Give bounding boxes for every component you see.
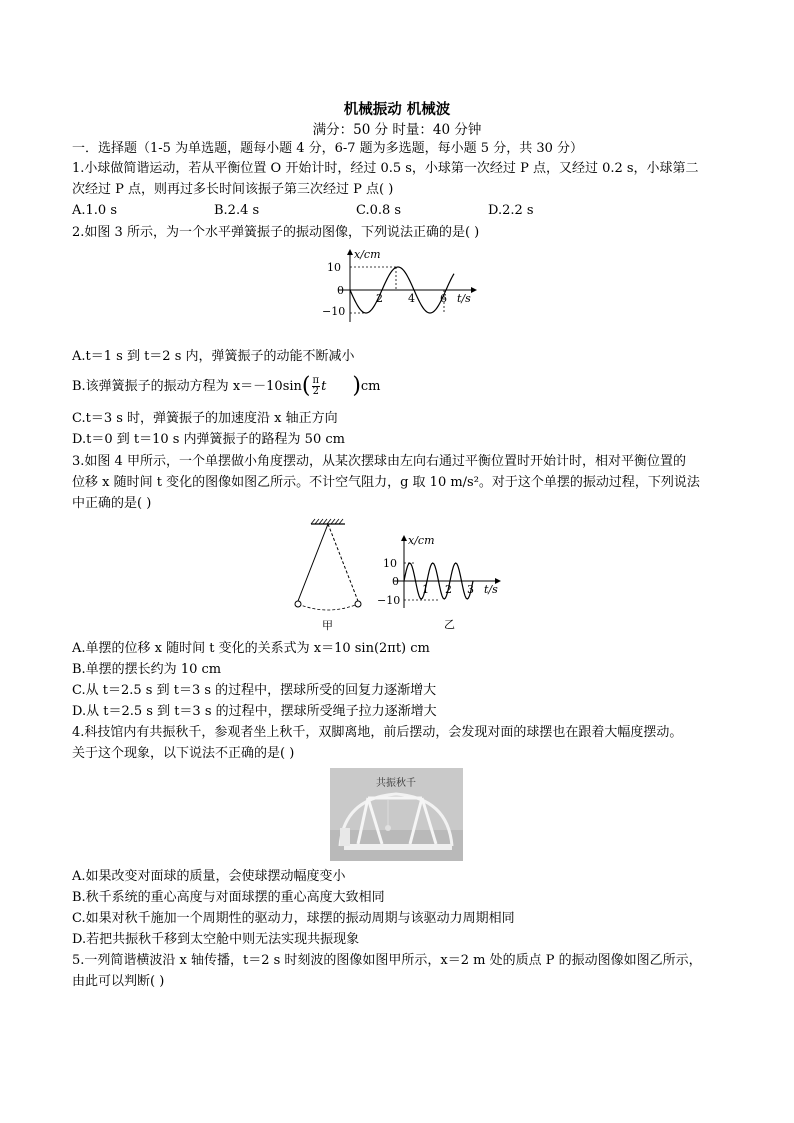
q2-option-a: A.t＝1 s 到 t＝2 s 内，弹簧振子的动能不断减小 <box>72 349 355 364</box>
q3-option-a: A.单摆的位移 x 随时间 t 变化的关系式为 x＝10 sin(2πt) cm <box>72 641 430 656</box>
q3-swing-arc <box>298 604 358 610</box>
q4-stem-line2: 关于这个现象，以下说法不正确的是( ) <box>72 746 295 761</box>
q2-y-label: x/cm <box>354 248 381 261</box>
q3-pendulum-figure <box>285 518 375 632</box>
q2-option-d: D.t＝0 到 t＝10 s 内弹簧振子的路程为 50 cm <box>72 432 345 447</box>
q3-y-label: x/cm <box>408 534 435 547</box>
q3-bob-left <box>295 601 301 607</box>
q2-x-tick-2: 2 <box>376 292 383 305</box>
q3-fig-right-caption: 乙 <box>444 618 455 631</box>
q2-y-tick-neg10: −10 <box>322 305 346 318</box>
q1-stem-line2: 次经过 P 点，则再过多长时间该振子第三次经过 P 点( ) <box>72 182 394 197</box>
q3-bob-right <box>355 601 361 607</box>
q1-option-d: D.2.2 s <box>488 203 534 218</box>
q1-option-c: C.0.8 s <box>356 203 402 218</box>
q3-y-tick-0: 0 <box>392 575 399 588</box>
q3-x-tick-3: 3 <box>467 583 474 596</box>
q3-y-tick-10: 10 <box>383 557 397 570</box>
q1-option-b: B.2.4 s <box>214 203 260 218</box>
q2-option-b-denominator: 2 <box>312 386 319 397</box>
q3-fig-left-caption: 甲 <box>322 619 333 632</box>
q2-y-tick-0: 0 <box>337 284 344 297</box>
q4-option-a: A.如果改变对面球的质量，会使球摆动幅度变小 <box>72 869 346 884</box>
q3-option-c: C.从 t＝2.5 s 到 t＝3 s 的过程中，摆球所受的回复力逐渐增大 <box>72 683 437 698</box>
q2-x-tick-4: 4 <box>408 292 415 305</box>
q3-option-b: B.单摆的摆长约为 10 cm <box>72 662 222 677</box>
q3-x-label: t/s <box>484 583 498 596</box>
q2-option-b-fraction <box>312 376 321 397</box>
q2-option-b-unit: cm <box>360 379 381 394</box>
q3-ceiling-hatch <box>311 519 343 524</box>
q2-option-b <box>72 373 732 399</box>
q1-option-a: A.1.0 s <box>72 203 117 218</box>
q3-pendulum-string-right <box>328 524 358 601</box>
q2-stem: 2.如图 3 所示，为一个水平弹簧振子的振动图像，下列说法正确的是( ) <box>72 225 480 240</box>
q2-option-c: C.t＝3 s 时，弹簧振子的加速度沿 x 轴正方向 <box>72 411 338 426</box>
q5-stem-line1: 5.一列简谐横波沿 x 轴传播，t＝2 s 时刻波的图像如图甲所示，x＝2 m 处的质点 P 的振动图像如图乙所示， <box>72 953 702 968</box>
q2-x-tick-6: 6 <box>440 292 447 305</box>
q4-stem-line1: 4.科技馆内有共振秋千，参观者坐上秋千，双脚离地，前后摆动，会发现对面的球摆也在跟着大幅度摆动。 <box>72 725 683 740</box>
q3-x-tick-2: 2 <box>445 583 452 596</box>
resonance-swing-illustration <box>330 768 463 861</box>
q3-stem-line3: 中正确的是( ) <box>72 496 152 511</box>
q4-option-d: D.若把共振秋千移到太空舱中则无法实现共振现象 <box>72 932 360 947</box>
score-time-line: 满分：50 分 时量：40 分钟 <box>312 122 482 138</box>
document-title: 机械振动 机械波 <box>343 101 451 118</box>
resonance-swing-photo <box>330 768 463 861</box>
q4-option-b: B.秋千系统的重心高度与对面球摆的重心高度大致相同 <box>72 890 385 905</box>
q3-pendulum-string-left <box>298 524 328 601</box>
section-heading: 一．选择题（1-5 为单选题，题每小题 4 分，6-7 题为多选题，每小题 5 分，共 30 分） <box>72 141 584 156</box>
q3-stem-line2: 位移 x 随时间 t 变化的图像如图乙所示。不计空气阻力，g 取 10 m/s²。对于这个单摆的振动过程，下列说法 <box>72 475 700 490</box>
q3-y-tick-neg10: −10 <box>377 594 401 607</box>
q2-option-b-t: t <box>321 379 327 394</box>
q5-stem-line2: 由此可以判断( ) <box>72 974 165 989</box>
q2-option-b-numerator: π <box>312 375 320 386</box>
photo-sign-label: 共振秋千 <box>376 778 416 789</box>
q3-stem-line1: 3.如图 4 甲所示，一个单摆做小角度摆动，从某次摆球由左向右通过平衡位置时开始计时，相对平衡位置的 <box>72 454 686 469</box>
q2-vibration-graph <box>320 244 480 324</box>
q3-x-tick-1: 1 <box>422 583 429 596</box>
q2-option-b-prefix: B.该弹簧振子的振动方程为 x＝－10sin <box>72 379 302 394</box>
q1-stem-line1: 1.小球做简谐运动，若从平衡位置 O 开始计时，经过 0.5 s，小球第一次经过 P 点，又经过 0.2 s，小球第二 <box>72 161 699 176</box>
q3-option-d: D.从 t＝2.5 s 到 t＝3 s 的过程中，摆球所受绳子拉力逐渐增大 <box>72 704 437 719</box>
q2-y-tick-10: 10 <box>327 261 341 274</box>
q2-option-b-rparen: ) <box>352 373 361 399</box>
q4-option-c: C.如果对秋千施加一个周期性的驱动力，球摆的振动周期与该驱动力周期相同 <box>72 911 515 926</box>
q3-displacement-graph <box>376 530 506 632</box>
q2-option-b-lparen: ( <box>301 373 311 399</box>
q2-x-label: t/s <box>457 292 471 305</box>
